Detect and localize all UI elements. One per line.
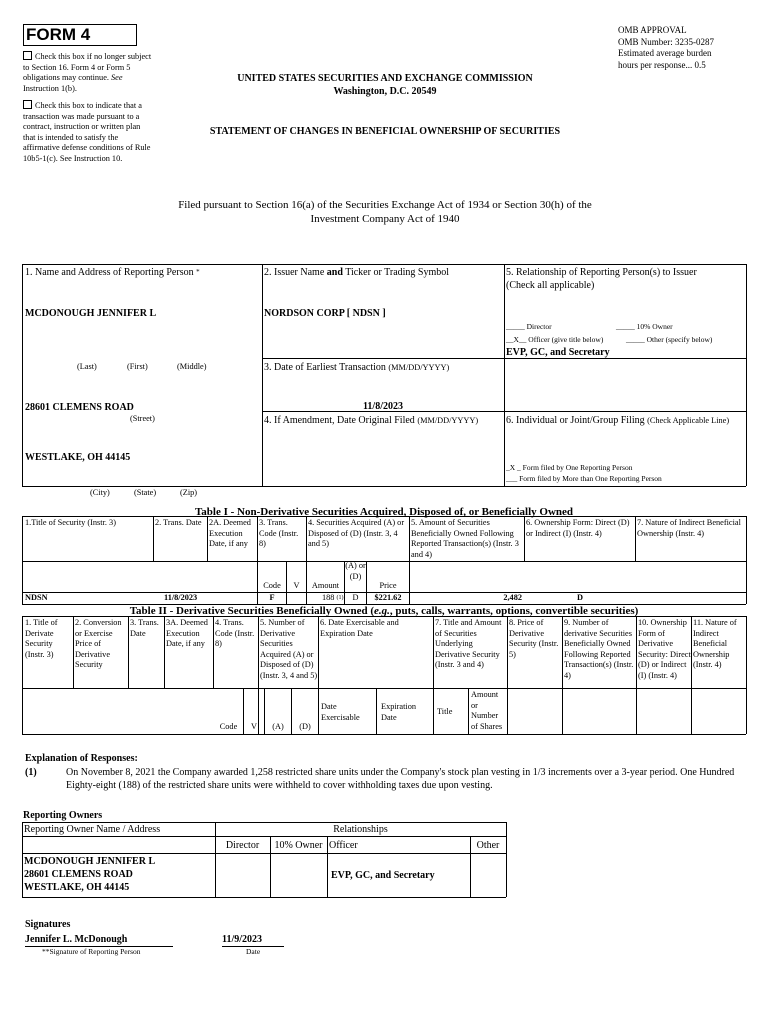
t1-col-trans-code: 3. Trans. Code (Instr. 8) xyxy=(259,518,299,548)
t2-col-trans-code: 4. Trans. Code (Instr. 8) xyxy=(215,618,255,648)
t1-sub-a-or-d: (A) or (D) xyxy=(345,561,366,581)
owners-col-other: Other xyxy=(476,840,500,851)
issuer-name-label: 2. Issuer Name and Ticker or Trading Symbol xyxy=(264,267,450,278)
rule-10b5-1-checkbox[interactable] xyxy=(23,100,32,109)
signatures-heading: Signatures xyxy=(25,919,71,930)
t2-col-title: 1. Title of Derivate Security (Instr. 3) xyxy=(25,618,58,659)
t2-col-nature: 11. Nature of Indirect Beneficial Ownership (Instr. 4) xyxy=(693,618,737,669)
no-longer-subject-checkbox[interactable] xyxy=(23,51,32,60)
t2-sub-v: V xyxy=(251,722,257,731)
signature-date: 11/9/2023 xyxy=(222,933,284,947)
t2-col-date-exercisable: 6. Date Exercisable and Expiration Date xyxy=(320,618,399,638)
reporting-person-label: 1. Name and Address of Reporting Person * xyxy=(25,267,200,278)
omb-approval: OMB APPROVAL OMB Number: 3235-0287 Estimated average burden hours per response... 0.5 xyxy=(618,25,714,70)
t2-col-trans-date: 3. Trans. Date xyxy=(130,618,159,638)
signature-name: Jennifer L. McDonough xyxy=(25,933,173,947)
t1-col-deemed-date: 2A. Deemed Execution Date, if any xyxy=(209,518,251,548)
t1-row-form: D xyxy=(577,593,583,602)
t2-sub-code: Code xyxy=(219,722,238,731)
agency-name: UNITED STATES SECURITIES AND EXCHANGE COMMISSION Washington, D.C. 20549 xyxy=(237,73,533,97)
t2-sub-date-exercisable: Date Exercisable xyxy=(321,702,360,722)
t1-row-a-or-d: D xyxy=(352,593,359,602)
owners-col-director: Director xyxy=(225,840,260,851)
filed-pursuant: Filed pursuant to Section 16(a) of the Securities Exchange Act of 1934 or Section 30(h) of the Investment Company Act of 1940 xyxy=(178,199,592,225)
earliest-transaction-label: 3. Date of Earliest Transaction (MM/DD/YYYY) xyxy=(264,362,450,373)
table-2-title: Table II - Derivative Securities Beneficially Owned (e.g., puts, calls, warrants, options, convertible securities) xyxy=(129,605,639,617)
form-title: FORM 4 xyxy=(23,24,137,46)
city-value: WESTLAKE, OH 44145 xyxy=(25,452,131,463)
street-label: (Street) xyxy=(130,414,155,423)
amendment-label: 4. If Amendment, Date Original Filed (MM/DD/YYYY) xyxy=(264,415,479,426)
statement-title: STATEMENT OF CHANGES IN BENEFICIAL OWNERSHIP OF SECURITIES xyxy=(209,126,561,137)
owner-officer-value: EVP, GC, and Secretary xyxy=(331,870,435,881)
t1-col-title: 1.Title of Security (Instr. 3) xyxy=(25,518,116,527)
t1-col-ownership-form: 6. Ownership Form: Direct (D) or Indirect (I) (Instr. 4) xyxy=(526,518,630,538)
t1-sub-code: Code xyxy=(263,581,281,590)
t1-row-amount: 188 $^{(1)}$ xyxy=(322,593,344,602)
t2-sub-a: (A) xyxy=(272,722,284,731)
officer-title-value: EVP, GC, and Secretary xyxy=(506,347,610,358)
reporting-person-name: MCDONOUGH JENNIFER L xyxy=(25,308,157,319)
t1-sub-amount: Amount xyxy=(311,581,340,590)
t1-col-acquired: 4. Securities Acquired (A) or Disposed of (D) (Instr. 3, 4 and 5) xyxy=(308,518,405,548)
checkbox-10b5-1: Check this box to indicate that a transaction was made pursuant to a contract, instruction or written plan that is intended to satisfy the affirmative defense conditions of Rule 10b5-1(c). See Instruction 10. xyxy=(23,101,151,163)
explanation-heading: Explanation of Responses: xyxy=(25,753,138,764)
last-label: (Last) xyxy=(77,362,97,371)
t1-row-price: $221.62 xyxy=(374,593,402,602)
t2-col-deemed-date: 3A. Deemed Execution Date, if any xyxy=(166,618,208,648)
city-label: (City) xyxy=(90,488,110,497)
t2-sub-d: (D) xyxy=(299,722,311,731)
owners-col-name: Reporting Owner Name / Address xyxy=(24,824,161,835)
one-reporting-person-option[interactable]: _X _ Form filed by One Reporting Person xyxy=(506,463,633,472)
owners-col-10-owner: 10% Owner xyxy=(274,840,323,851)
signature-label: **Signature of Reporting Person xyxy=(42,947,141,956)
t1-sub-v: V xyxy=(293,581,300,590)
state-label: (State) xyxy=(134,488,157,497)
t1-row-security: NDSN xyxy=(25,593,48,602)
relationship-label: 5. Relationship of Reporting Person(s) to Issuer (Check all applicable) xyxy=(506,267,697,291)
t2-sub-expiration: Expiration Date xyxy=(381,702,417,722)
t1-col-amount-owned: 5. Amount of Securities Beneficially Owned Following Reported Transaction(s) (Instr. 3 and 4) xyxy=(411,518,519,559)
t1-sub-price: Price xyxy=(379,581,397,590)
ten-percent-owner-option[interactable]: _____ 10% Owner xyxy=(616,322,673,331)
footnote-text: On November 8, 2021 the Company awarded 1,258 restricted share units under the Company's stock plan vesting in 1/3 increments over a 3-year period. One Hundred Eighty-eight (188) of the restricted share units were withheld to cover withholding taxes due upon vesting. xyxy=(66,767,735,791)
owners-col-relationships: Relationships xyxy=(333,824,388,835)
middle-label: (Middle) xyxy=(177,362,207,371)
more-reporting-persons-option[interactable]: ___ Form filed by More than One Reporting Person xyxy=(506,474,662,483)
owner-name-address: MCDONOUGH JENNIFER L 28601 CLEMENS ROAD WESTLAKE, OH 44145 xyxy=(24,856,156,893)
footnote-number: (1) xyxy=(25,767,37,778)
t1-row-owned: 2,482 xyxy=(503,593,522,602)
checkbox-no-longer-subject: Check this box if no longer subject to Section 16. Form 4 or Form 5 obligations may continue. See Instruction 1(b). xyxy=(23,52,152,93)
t2-col-ownership-form: 10. Ownership Form of Derivative Security: Direct (D) or Indirect (I) (Instr. 4) xyxy=(638,618,691,680)
t2-col-title-amount: 7. Title and Amount of Securities Underlying Derivative Security (Instr. 3 and 4) xyxy=(435,618,502,669)
t1-col-trans-date: 2. Trans. Date xyxy=(155,518,202,527)
zip-label: (Zip) xyxy=(180,488,198,497)
t2-col-price: 8. Price of Derivative Security (Instr. 5) xyxy=(509,618,559,659)
t1-col-nature: 7. Nature of Indirect Beneficial Ownership (Instr. 4) xyxy=(637,518,741,538)
t2-col-conversion: 2. Conversion or Exercise Price of Derivative Security xyxy=(75,618,122,669)
other-option[interactable]: _____ Other (specify below) xyxy=(626,335,713,344)
individual-joint-filing-label: 6. Individual or Joint/Group Filing (Check Applicable Line) xyxy=(506,415,730,426)
issuer-name-value: NORDSON CORP [ NDSN ] xyxy=(264,308,386,319)
t1-row-date: 11/8/2023 xyxy=(164,593,198,602)
first-label: (First) xyxy=(127,362,148,371)
reporting-owners-heading: Reporting Owners xyxy=(23,810,103,821)
officer-option[interactable]: __X__ Officer (give title below) xyxy=(506,335,604,344)
street-value: 28601 CLEMENS ROAD xyxy=(25,402,134,413)
t1-row-code: F xyxy=(269,593,275,602)
t2-sub-title: Title xyxy=(437,707,453,716)
table-1-title: Table I - Non-Derivative Securities Acquired, Disposed of, or Beneficially Owned xyxy=(194,506,574,518)
owners-col-officer: Officer xyxy=(329,840,358,851)
director-option[interactable]: _____ Director xyxy=(506,322,552,331)
t2-col-number-owned: 9. Number of derivative Securities Beneficially Owned Following Reported Transaction(s) (Instr. 4) xyxy=(564,618,634,680)
signature-date-label: Date xyxy=(246,947,261,956)
t2-col-number: 5. Number of Derivative Securities Acquired (A) or Disposed of (D) (Instr. 3, 4 and 5) xyxy=(260,618,318,680)
t2-sub-amount: Amount or Number of Shares xyxy=(471,690,503,731)
earliest-transaction-value: 11/8/2023 xyxy=(362,401,403,412)
